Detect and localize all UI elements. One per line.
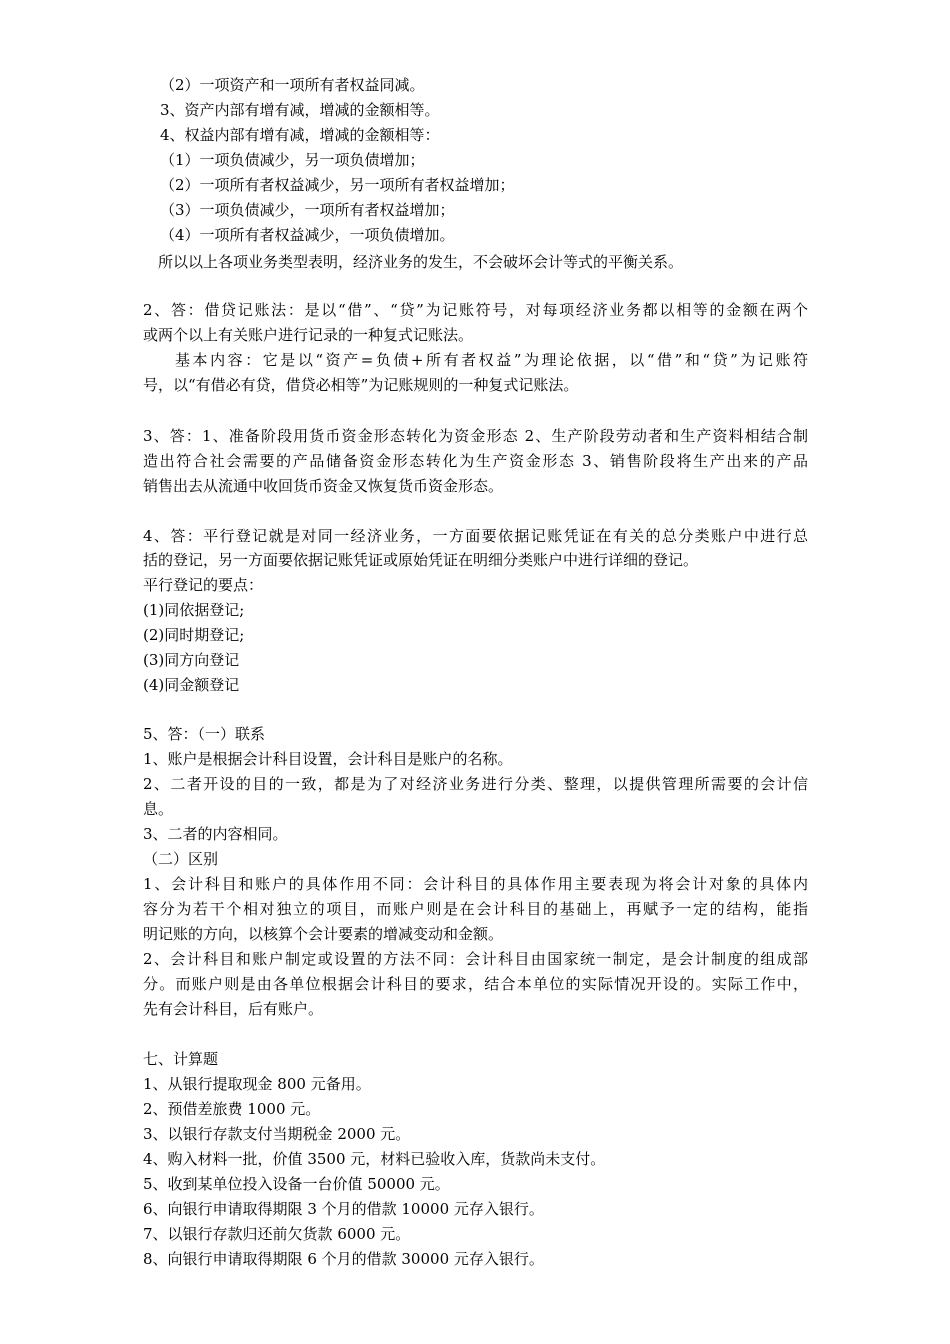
text-line: （二）区别 <box>143 850 219 868</box>
text-line: (2)同时期登记; <box>143 626 245 644</box>
text-line: 所以以上各项业务类型表明，经济业务的发生，不会破坏会计等式的平衡关系。 <box>158 253 684 271</box>
text-line: 5、答：（一）联系 <box>143 725 266 743</box>
text-line: （1）一项负债减少，另一项负债增加； <box>160 151 425 169</box>
text-line: 8、向银行申请取得期限 6 个月的借款 30000 元存入银行。 <box>143 1250 544 1268</box>
text-line: 4、权益内部有增有减，增减的金额相等： <box>160 126 440 144</box>
text-line: 号，以“有借必有贷，借贷必相等”为记账规则的一种复式记账法。 <box>143 376 579 394</box>
text-line: (4)同金额登记 <box>143 676 240 694</box>
text-line: 2、预借差旅费 1000 元。 <box>143 1100 321 1118</box>
text-line: 平行登记的要点： <box>143 576 264 594</box>
text-line: 4、答：平行登记就是对同一经济业务，一方面要依据记账凭证在有关的总分类账户中进行总 <box>143 527 808 545</box>
text-line: 3、资产内部有增有减，增减的金额相等。 <box>160 101 440 119</box>
text-line: 6、向银行申请取得期限 3 个月的借款 10000 元存入银行。 <box>143 1200 544 1218</box>
text-line: 销售出去从流通中收回货币资金又恢复货币资金形态。 <box>143 477 504 495</box>
text-line: 明记账的方向，以核算个会计要素的增减变动和金额。 <box>143 925 504 943</box>
text-line: 5、收到某单位投入设备一台价值 50000 元。 <box>143 1175 450 1193</box>
text-line: 3、以银行存款支付当期税金 2000 元。 <box>143 1125 411 1143</box>
text-line: 7、以银行存款归还前欠货款 6000 元。 <box>143 1225 411 1243</box>
text-line: （3）一项负债减少，一项所有者权益增加； <box>160 201 455 219</box>
text-line: （2）一项资产和一项所有者权益同减。 <box>160 76 425 94</box>
text-line: 先有会计科目，后有账户。 <box>143 1000 324 1018</box>
text-line: 分。而账户则是由各单位根据会计科目的要求，结合本单位的实际情况开设的。实际工作中， <box>143 975 808 993</box>
text-line: 1、从银行提取现金 800 元备用。 <box>143 1075 371 1093</box>
text-line: 造出符合社会需要的产品储备资金形态转化为生产资金形态 3、销售阶段将生产出来的产品 <box>143 452 808 470</box>
text-line: 或两个以上有关账户进行记录的一种复式记账法。 <box>143 326 474 344</box>
text-line: 1、会计科目和账户的具体作用不同：会计科目的具体作用主要表现为将会计对象的具体内 <box>143 875 808 893</box>
text-line: （2）一项所有者权益减少，另一项所有者权益增加； <box>160 176 515 194</box>
text-line: (3)同方向登记 <box>143 651 240 669</box>
text-line: 3、二者的内容相同。 <box>143 825 288 843</box>
text-line: 3、答：1、准备阶段用货币资金形态转化为资金形态 2、生产阶段劳动者和生产资料相结合制 <box>143 427 808 445</box>
text-line: 2、会计科目和账户制定或设置的方法不同：会计科目由国家统一制定，是会计制度的组成部 <box>143 950 808 968</box>
text-line: 息。 <box>143 800 174 818</box>
text-line: 1、账户是根据会计科目设置，会计科目是账户的名称。 <box>143 750 513 768</box>
text-line: 2、答：借贷记账法：是以“借”、“贷”为记账符号，对每项经济业务都以相等的金额在两个 <box>143 301 808 319</box>
text-line: （4）一项所有者权益减少，一项负债增加。 <box>160 226 455 244</box>
text-line: (1)同依据登记; <box>143 601 245 619</box>
text-line: 4、购入材料一批，价值 3500 元，材料已验收入库，货款尚未支付。 <box>143 1150 606 1168</box>
text-line: 容分为若干个相对独立的项目，而账户则是在会计科目的基础上，再赋予一定的结构，能指 <box>143 900 808 918</box>
text-line: 括的登记，另一方面要依据记账凭证或原始凭证在明细分类账户中进行详细的登记。 <box>143 551 699 569</box>
section-heading: 七、计算题 <box>143 1050 219 1068</box>
text-line: 基本内容：它是以“资产=负债+所有者权益”为理论依据，以“借”和“贷”为记账符 <box>175 351 808 369</box>
text-line: 2、二者开设的目的一致，都是为了对经济业务进行分类、整理，以提供管理所需要的会计信 <box>143 775 808 793</box>
